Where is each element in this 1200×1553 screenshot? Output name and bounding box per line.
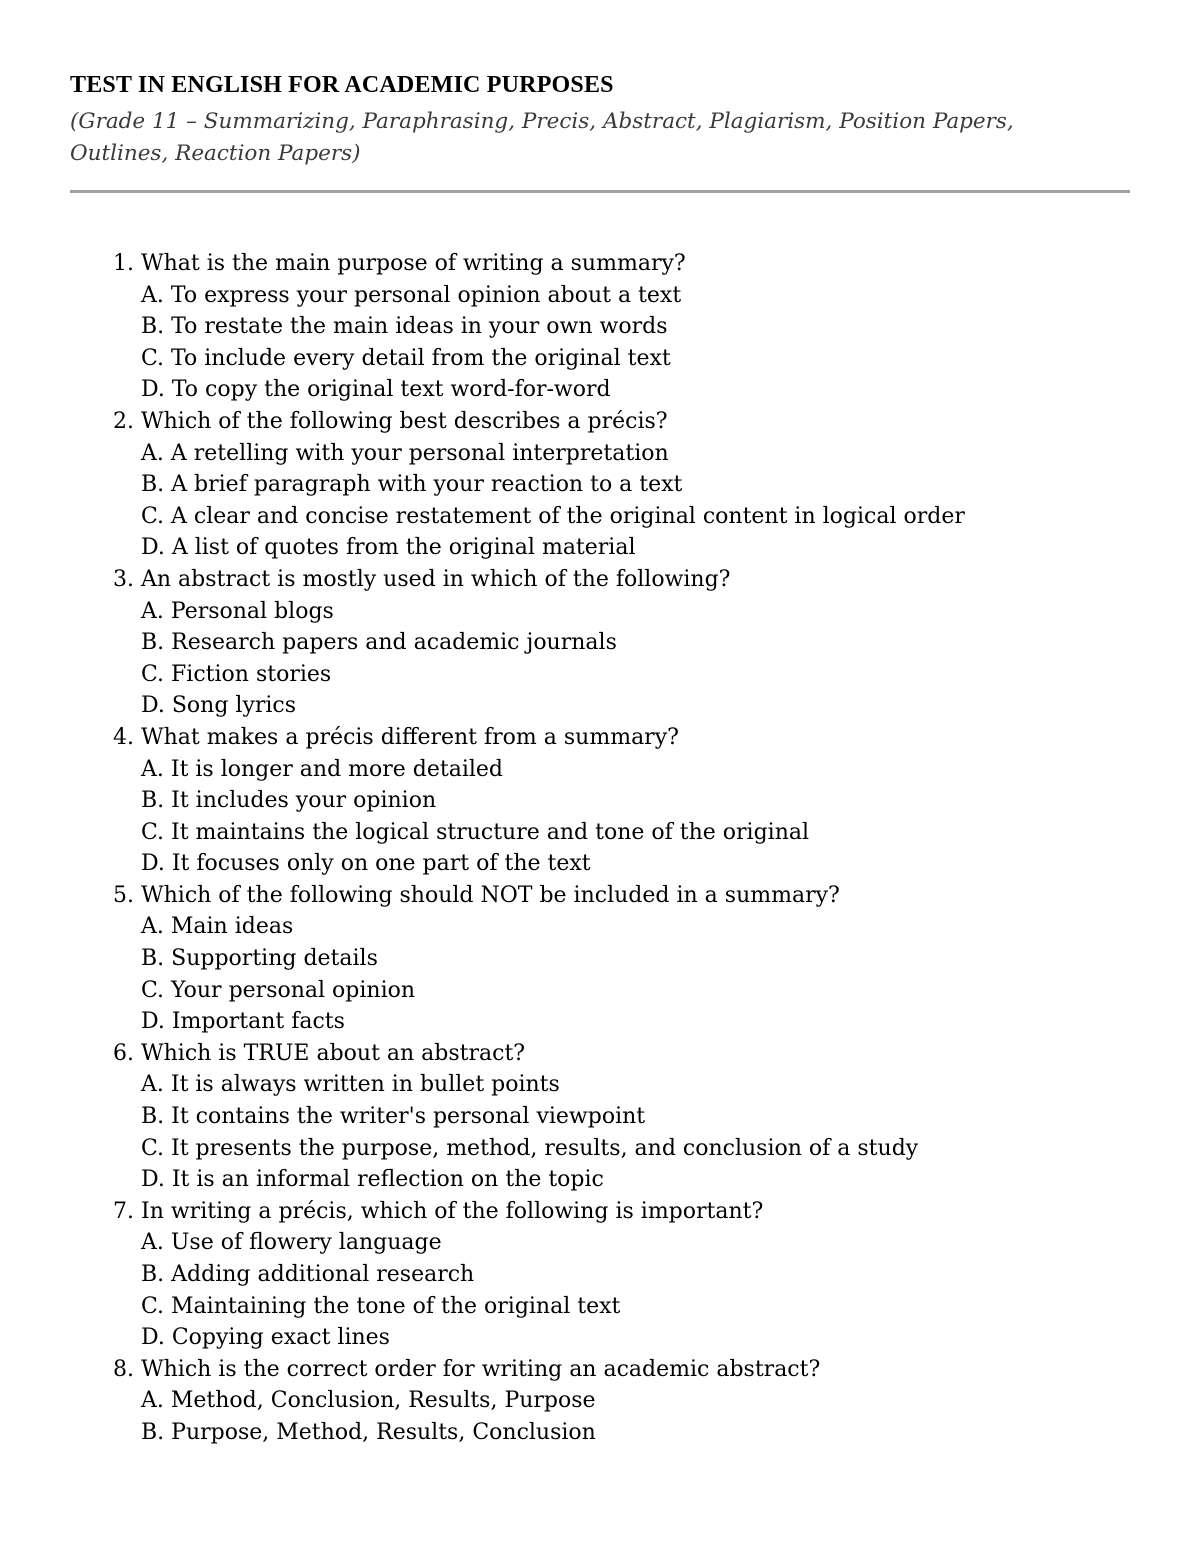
option-text: C. It maintains the logical structure and tone of the original <box>141 819 810 845</box>
option-text: B. It includes your opinion <box>141 788 437 814</box>
question-text: An abstract is mostly used in which of the following? <box>141 566 731 592</box>
question-text: Which is the correct order for writing an academic abstract? <box>141 1356 821 1382</box>
question-list <box>0 248 1200 1449</box>
question-stem <box>0 722 1200 754</box>
option-b <box>0 1259 1200 1291</box>
document-title: TEST IN ENGLISH FOR ACADEMIC PURPOSES <box>70 72 614 98</box>
answer-options <box>0 911 1200 1037</box>
option-b <box>0 785 1200 817</box>
option-text: C. Fiction stories <box>141 661 332 687</box>
question-1 <box>0 248 1200 406</box>
question-text: In writing a précis, which of the following is important? <box>141 1198 764 1224</box>
question-8 <box>0 1354 1200 1449</box>
question-stem <box>0 248 1200 280</box>
option-text: A. A retelling with your personal interpretation <box>141 440 669 466</box>
option-b <box>0 627 1200 659</box>
option-text: B. Supporting details <box>141 946 378 972</box>
question-stem <box>0 880 1200 912</box>
question-2 <box>0 406 1200 564</box>
option-d <box>0 1006 1200 1038</box>
answer-options <box>0 280 1200 406</box>
question-5 <box>0 880 1200 1038</box>
option-text: B. Adding additional research <box>141 1262 475 1287</box>
option-c <box>0 343 1200 375</box>
option-a <box>0 1385 1200 1417</box>
question-text: What is the main purpose of writing a summary? <box>141 251 686 276</box>
answer-options <box>0 1385 1200 1448</box>
question-stem <box>0 1196 1200 1228</box>
option-a <box>0 1069 1200 1101</box>
option-text: A. It is always written in bullet points <box>141 1072 560 1098</box>
option-text: D. Song lyrics <box>141 693 297 719</box>
question-number: 2. <box>113 408 134 434</box>
question-stem <box>0 1038 1200 1070</box>
option-c <box>0 1133 1200 1165</box>
option-c <box>0 817 1200 849</box>
option-d <box>0 848 1200 880</box>
option-text: A. To express your personal opinion about a text <box>141 282 682 308</box>
option-text: B. A brief paragraph with your reaction to a text <box>141 472 683 498</box>
answer-options <box>0 438 1200 564</box>
question-number: 7. <box>113 1198 134 1224</box>
option-a <box>0 754 1200 786</box>
question-number: 1. <box>113 251 134 276</box>
question-text: Which of the following best describes a précis? <box>141 408 668 434</box>
question-stem <box>0 564 1200 596</box>
option-text: C. Your personal opinion <box>141 977 416 1003</box>
option-c <box>0 975 1200 1007</box>
document-subtitle: (Grade 11 – Summarizing, Paraphrasing, Precis, Abstract, Plagiarism, Position Papers, Outlines, Reaction Papers) <box>70 109 1014 166</box>
question-4 <box>0 722 1200 880</box>
option-text: D. Important facts <box>141 1009 345 1035</box>
question-3 <box>0 564 1200 722</box>
option-text: D. It is an informal reflection on the topic <box>141 1167 604 1193</box>
option-text: A. Use of flowery language <box>141 1230 442 1256</box>
option-d <box>0 1322 1200 1354</box>
option-b <box>0 311 1200 343</box>
question-text: Which is TRUE about an abstract? <box>141 1040 526 1066</box>
option-d <box>0 1164 1200 1196</box>
option-d <box>0 374 1200 406</box>
option-text: B. Research papers and academic journals <box>141 630 617 656</box>
option-text: D. Copying exact lines <box>141 1325 390 1351</box>
option-a <box>0 280 1200 312</box>
option-b <box>0 1101 1200 1133</box>
option-b <box>0 1417 1200 1449</box>
option-text: A. Main ideas <box>141 914 294 940</box>
question-6 <box>0 1038 1200 1196</box>
option-text: D. A list of quotes from the original material <box>141 535 636 561</box>
option-text: B. Purpose, Method, Results, Conclusion <box>141 1419 596 1445</box>
option-text: A. Method, Conclusion, Results, Purpose <box>141 1388 596 1414</box>
question-number: 3. <box>113 566 134 592</box>
option-text: B. To restate the main ideas in your own words <box>141 314 668 340</box>
horizontal-divider <box>70 190 1130 193</box>
option-a <box>0 1227 1200 1259</box>
option-text: C. A clear and concise restatement of the original content in logical order <box>141 503 965 529</box>
option-text: D. To copy the original text word-for-word <box>141 377 611 403</box>
option-c <box>0 501 1200 533</box>
option-d <box>0 532 1200 564</box>
option-text: A. Personal blogs <box>141 598 334 624</box>
question-stem <box>0 1354 1200 1386</box>
option-b <box>0 469 1200 501</box>
option-text: D. It focuses only on one part of the text <box>141 851 591 877</box>
question-7 <box>0 1196 1200 1354</box>
option-b <box>0 943 1200 975</box>
option-text: A. It is longer and more detailed <box>141 756 504 782</box>
question-number: 6. <box>113 1040 134 1066</box>
answer-options <box>0 1227 1200 1353</box>
option-d <box>0 690 1200 722</box>
option-text: B. It contains the writer's personal viewpoint <box>141 1104 646 1130</box>
option-a <box>0 596 1200 628</box>
answer-options <box>0 1069 1200 1195</box>
answer-options <box>0 754 1200 880</box>
question-text: Which of the following should NOT be included in a summary? <box>141 882 840 908</box>
question-stem <box>0 406 1200 438</box>
option-c <box>0 659 1200 691</box>
question-number: 4. <box>113 724 134 750</box>
option-a <box>0 911 1200 943</box>
option-text: C. Maintaining the tone of the original text <box>141 1293 621 1319</box>
question-number: 8. <box>113 1356 134 1382</box>
answer-options <box>0 596 1200 722</box>
option-c <box>0 1291 1200 1323</box>
option-text: C. It presents the purpose, method, results, and conclusion of a study <box>141 1135 919 1161</box>
option-text: C. To include every detail from the original text <box>141 345 671 371</box>
question-number: 5. <box>113 882 134 908</box>
question-text: What makes a précis different from a summary? <box>141 724 679 750</box>
option-a <box>0 438 1200 470</box>
